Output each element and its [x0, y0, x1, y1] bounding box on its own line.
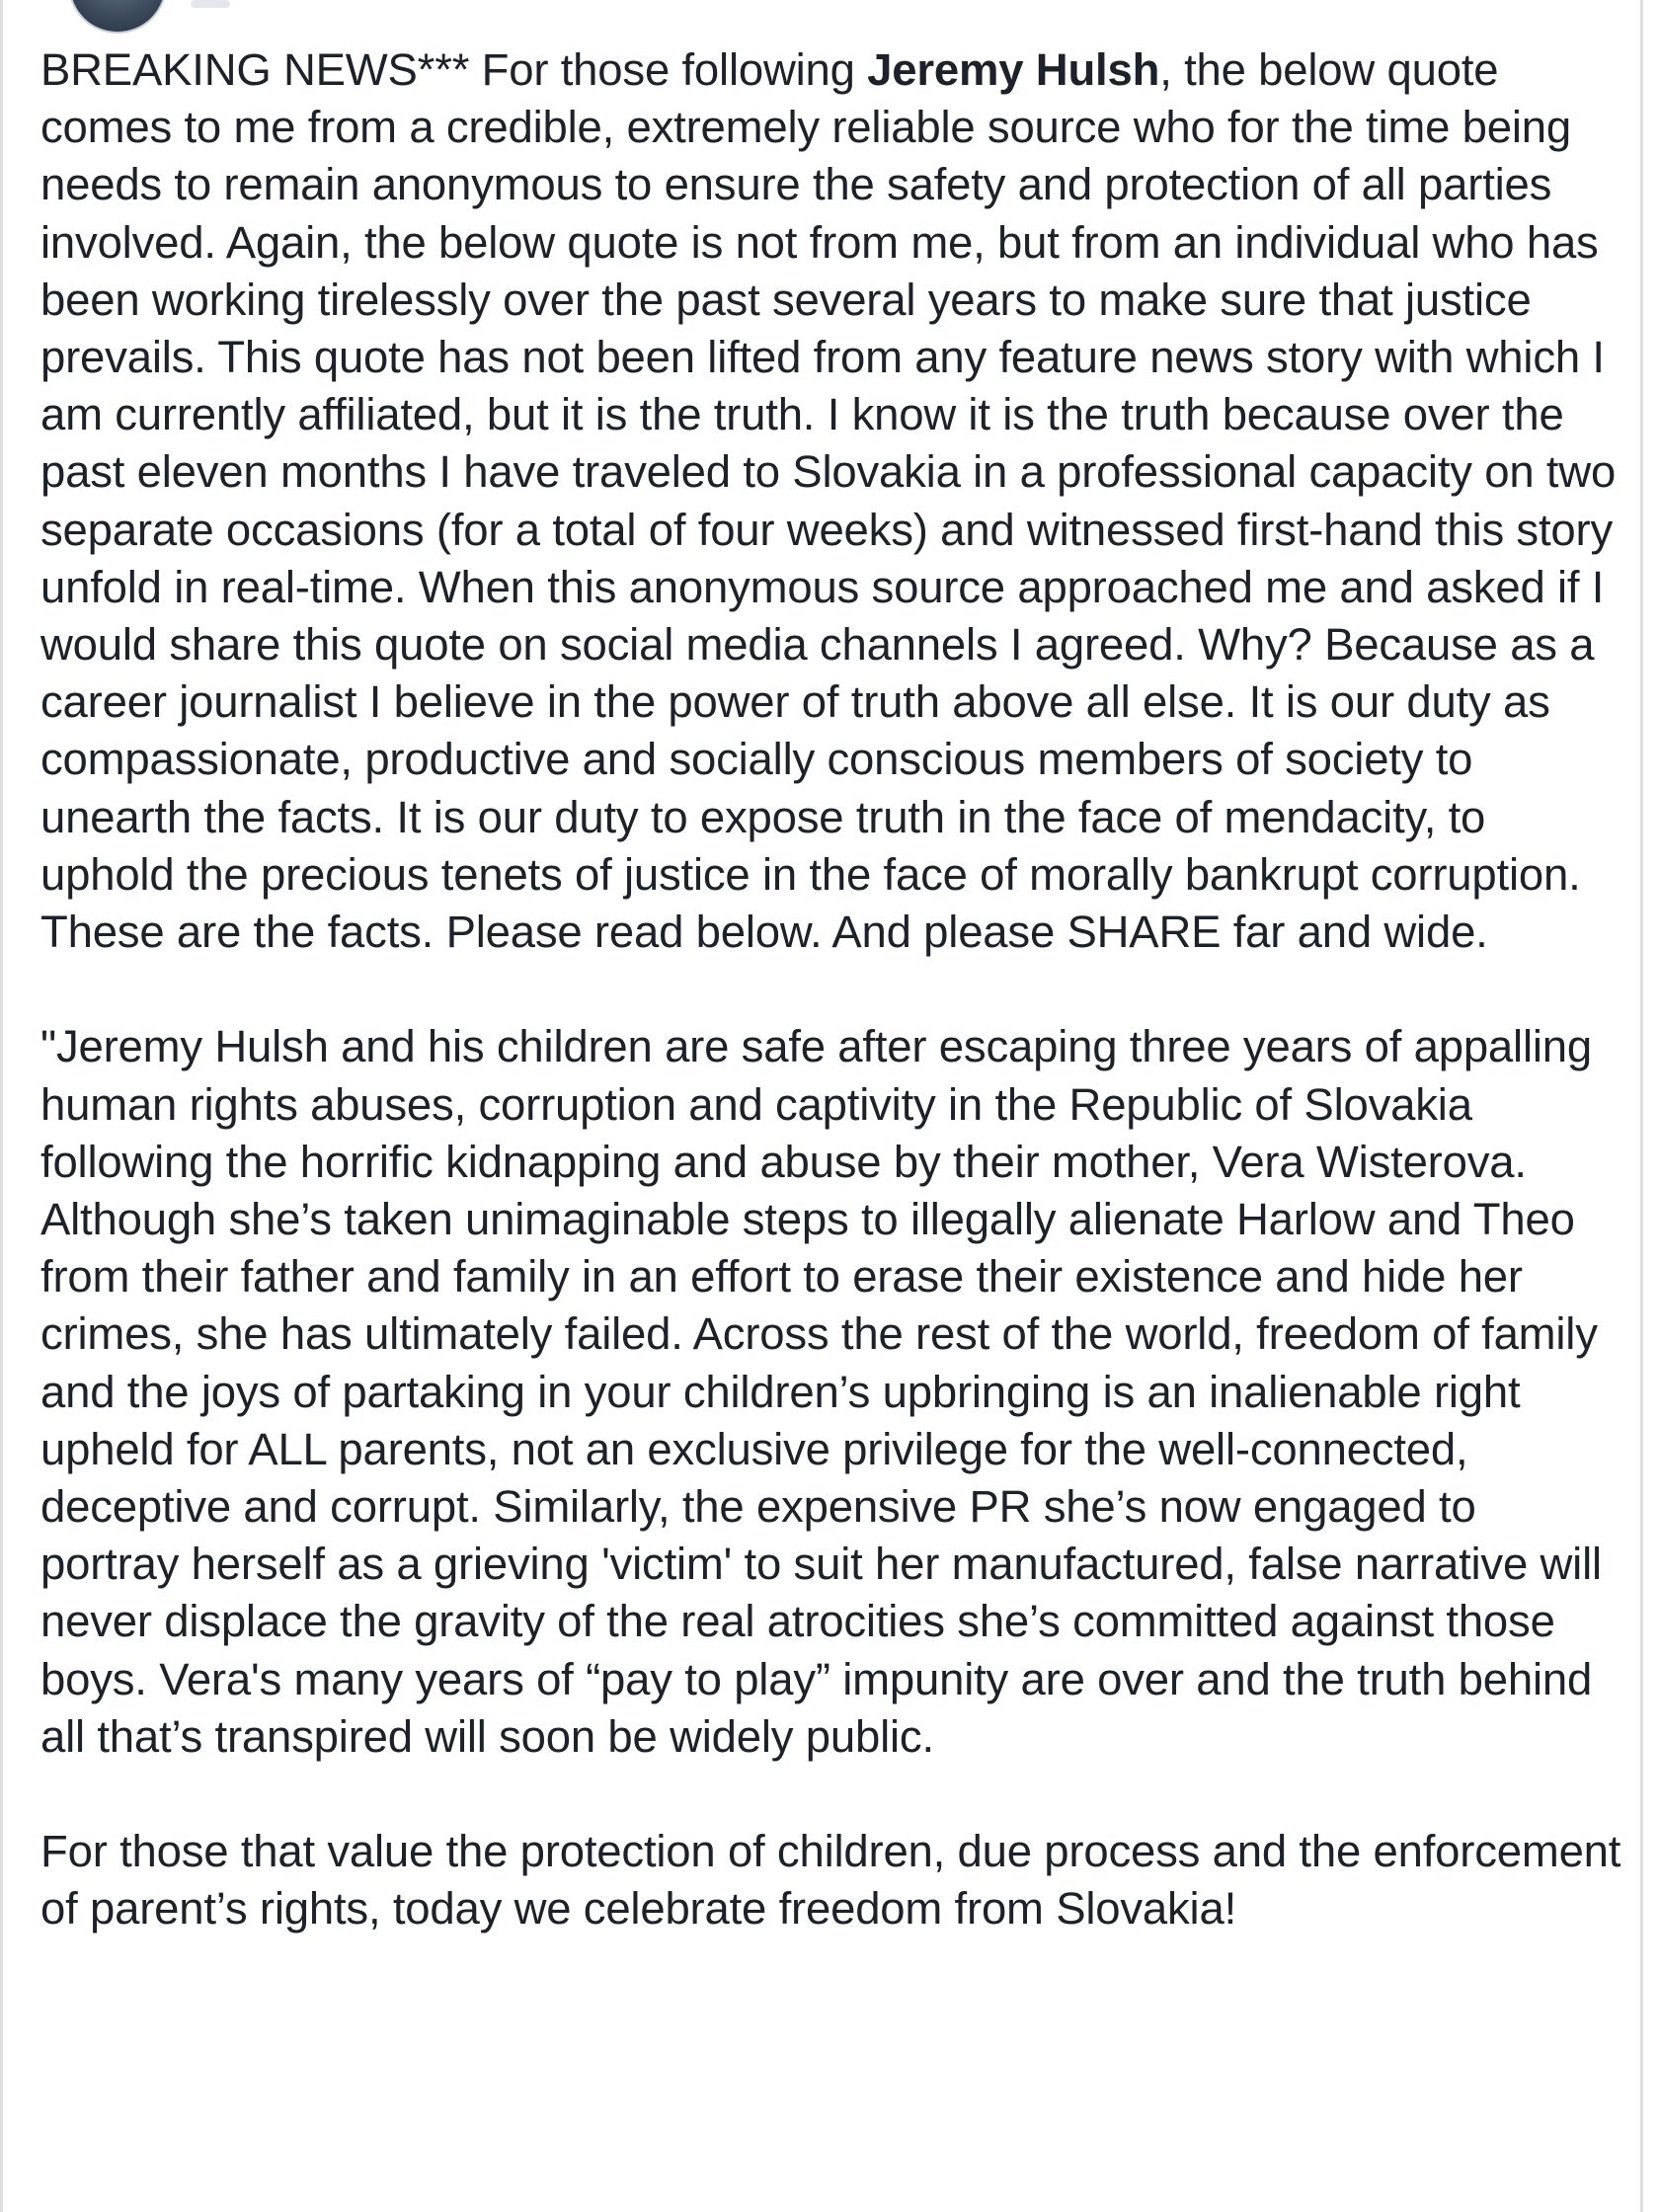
author-avatar[interactable] [68, 0, 167, 34]
post-closing-paragraph: For those that value the protection of children, due process and the enforcement of parent’s rights, today we celebrate freedom from Slovakia! [40, 1826, 1621, 1935]
intro-prefix: BREAKING NEWS*** For those following [40, 44, 868, 95]
post-body [40, 41, 1625, 1938]
intro-text: , the below quote comes to me from a credible, extremely reliable source who for the time being needs to remain anonymous to ensure the safety and protection of all parties involved. Again, the below quote is not from me, but from an individual who has been working tirelessly over the past several years to make sure that justice prevails. This quote has not been lifted from any feature news story with which I am currently affiliated, but it is the truth. I know it is the truth because over the past eleven months I have traveled to Slovakia in a professional capacity on two separate occasions (for a total of four weeks) and witnessed first-hand this story unfold in real-time. When this anonymous source approached me and asked if I would share this quote on social media channels I agreed. Why? Because as a career journalist I believe in the power of truth above all else. It is our duty as compassionate, productive and socially conscious members of society to unearth the facts. It is our duty to expose truth in the face of mendacity, to uphold the precious tenets of justice in the face of morally bankrupt corruption. These are the facts. Please read below. And please SHARE far and wide. [40, 44, 1617, 958]
post-quote-paragraph: "Jeremy Hulsh and his children are safe after escaping three years of appalling human rights abuses, corruption and captivity in the Republic of Slovakia following the horrific kidnapping and abuse by their mother, Vera Wisterova. Although she’s taken unimaginable steps to illegally alienate Harlow and Theo from their father and family in an effort to erase their existence and hide her crimes, she has ultimately failed. Across the rest of the world, freedom of family and the joys of partaking in your children’s upbringing is an inalienable right upheld for ALL parents, not an exclusive privilege for the well-connected, deceptive and corrupt. Similarly, the expensive PR she’s now engaged to portray herself as a grieving 'victim' to suit her manufactured, false narrative will never displace the gravity of the real atrocities she’s committed against those boys. Vera's many years of “pay to play” impunity are over and the truth behind all that’s transpired will soon be widely public. [40, 1021, 1602, 1762]
author-name-placeholder[interactable] [191, 0, 230, 8]
post-intro-paragraph [40, 41, 1625, 961]
tagged-person-link[interactable]: Jeremy Hulsh [867, 44, 1160, 95]
